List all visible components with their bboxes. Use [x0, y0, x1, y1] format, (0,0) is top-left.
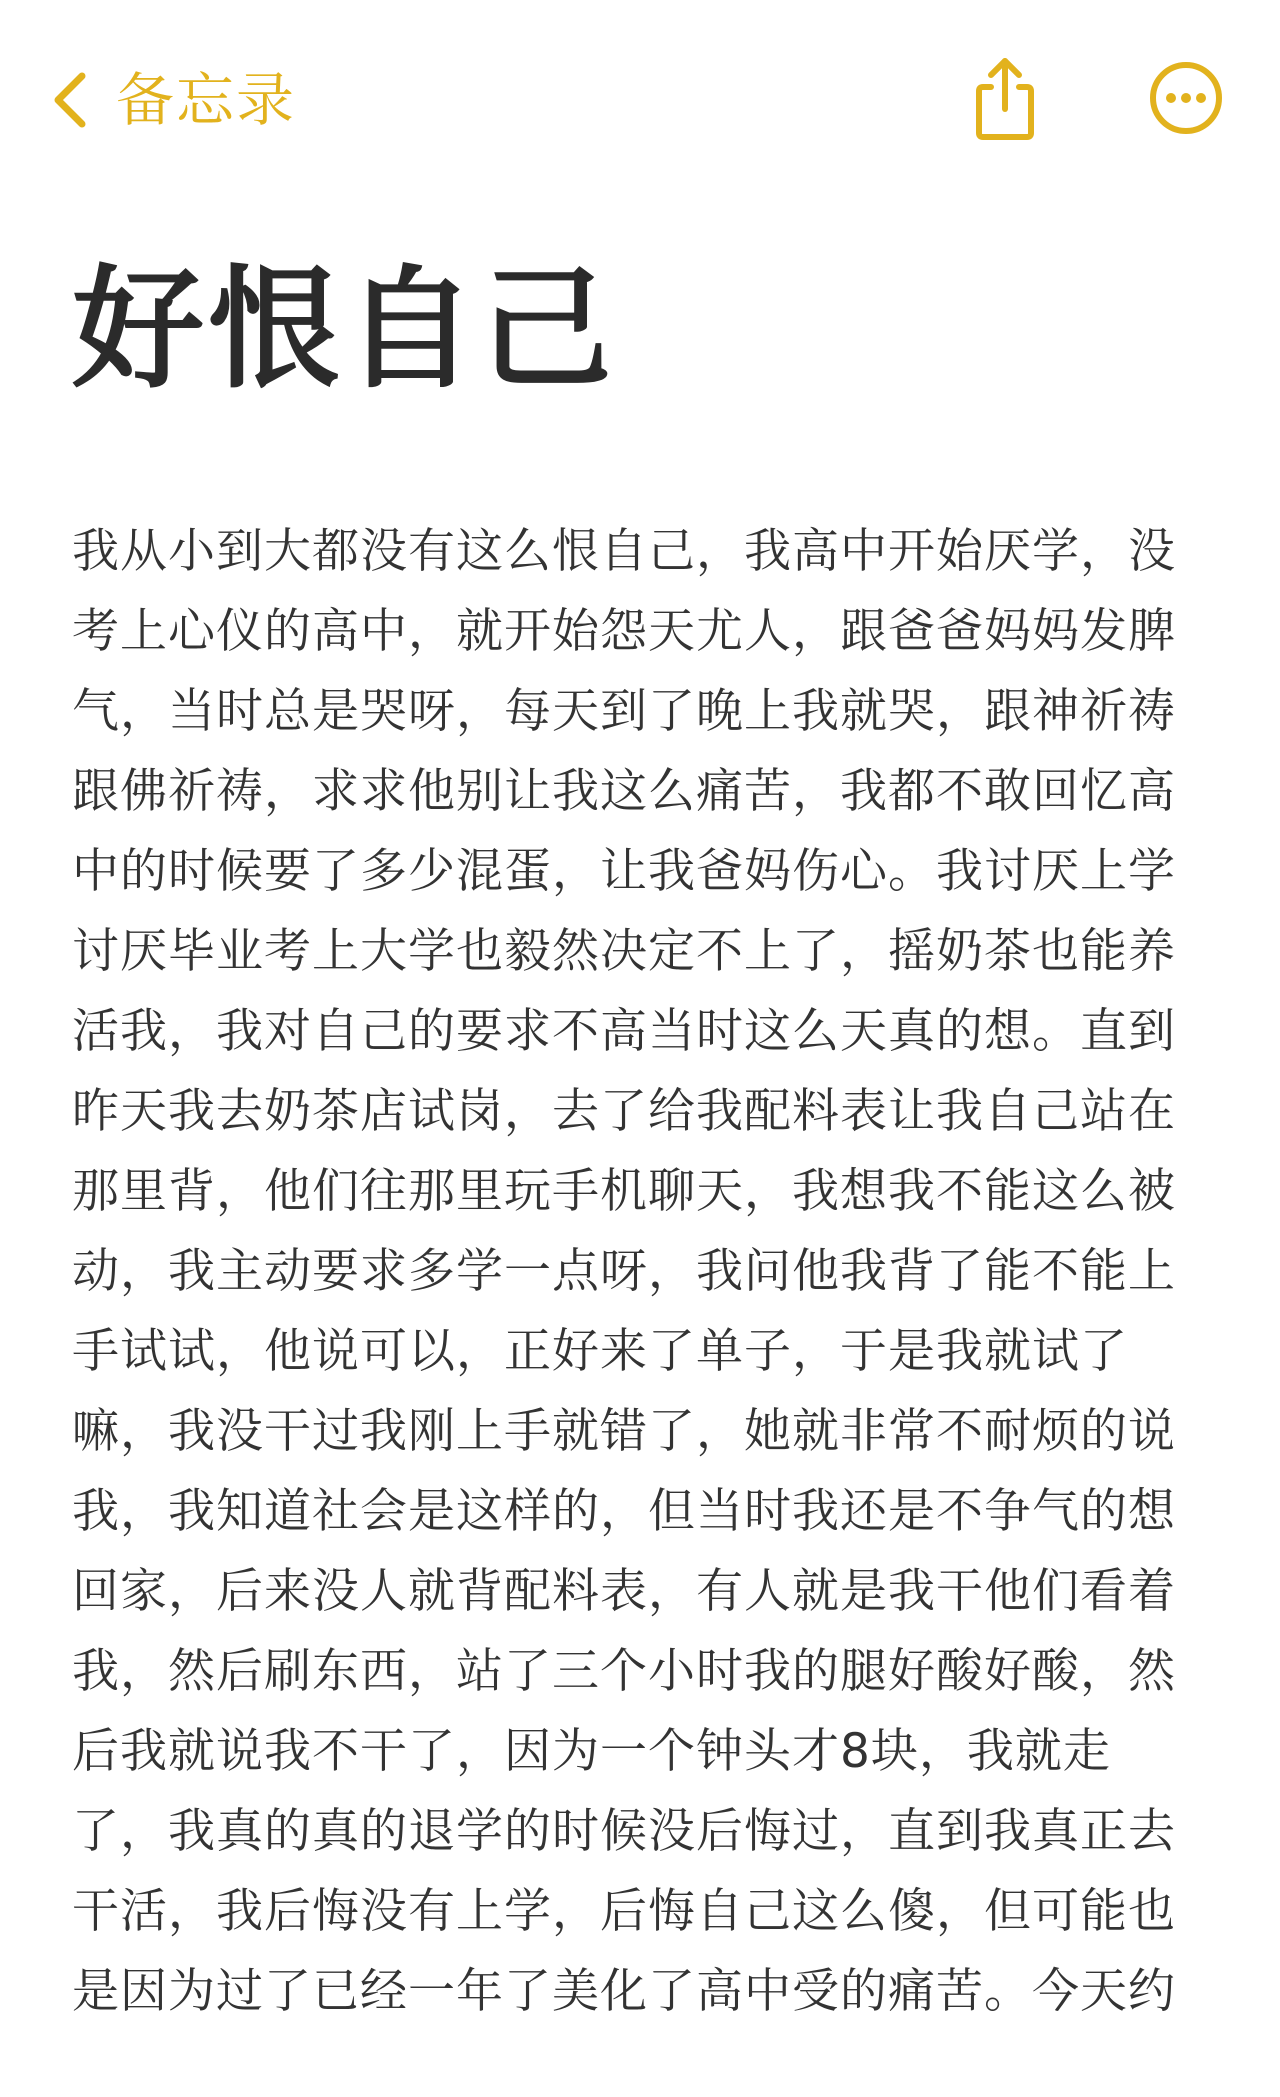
note-body-line: 昨天我去奶茶店试岗，去了给我配料表让我自己站在 — [72, 1084, 1176, 1139]
share-icon — [965, 53, 1045, 147]
note-body-line: 干活，我后悔没有上学，后悔自己这么傻，但可能也 — [72, 1884, 1176, 1939]
note-body[interactable] — [72, 512, 1208, 2032]
note-body-line: 考上心仪的高中，就开始怨天尤人，跟爸爸妈妈发脾 — [72, 604, 1176, 659]
note-body-line: 我从小到大都没有这么恨自己，我高中开始厌学，没 — [72, 524, 1176, 579]
note-body-line: 那里背，他们往那里玩手机聊天，我想我不能这么被 — [72, 1164, 1176, 1219]
note-body-line: 动，我主动要求多学一点呀，我问他我背了能不能上 — [72, 1244, 1176, 1299]
note-body-line: 了，我真的真的退学的时候没后悔过，直到我真正去 — [72, 1804, 1176, 1859]
note-body-line: 我，我知道社会是这样的，但当时我还是不争气的想 — [72, 1484, 1176, 1539]
more-button[interactable] — [1138, 52, 1234, 148]
back-label: 备忘录 — [116, 66, 297, 134]
chevron-left-icon — [50, 60, 98, 140]
note-title[interactable]: 好恨自己 — [72, 253, 616, 407]
back-button[interactable] — [50, 60, 296, 140]
note-body-line: 回家，后来没人就背配料表，有人就是我干他们看着 — [72, 1564, 1176, 1619]
note-body-line: 讨厌毕业考上大学也毅然决定不上了，摇奶茶也能养 — [72, 924, 1176, 979]
note-body-line: 后我就说我不干了，因为一个钟头才8块，我就走 — [72, 1724, 1111, 1779]
note-body-line: 嘛，我没干过我刚上手就错了，她就非常不耐烦的说 — [72, 1404, 1176, 1459]
note-body-line: 我，然后刷东西，站了三个小时我的腿好酸好酸，然 — [72, 1644, 1176, 1699]
share-button[interactable] — [957, 52, 1053, 148]
note-body-line: 气，当时总是哭呀，每天到了晚上我就哭，跟神祈祷 — [72, 684, 1176, 739]
note-body-line: 中的时候要了多少混蛋，让我爸妈伤心。我讨厌上学 — [72, 844, 1176, 899]
note-body-line: 手试试，他说可以，正好来了单子，于是我就试了 — [72, 1324, 1128, 1379]
note-body-line: 是因为过了已经一年了美化了高中受的痛苦。今天约 — [72, 1964, 1176, 2019]
more-icon — [1146, 58, 1226, 142]
note-body-line: 跟佛祈祷，求求他别让我这么痛苦，我都不敢回忆高 — [72, 764, 1176, 819]
note-body-line: 活我，我对自己的要求不高当时这么天真的想。直到 — [72, 1004, 1176, 1059]
navigation-bar — [0, 0, 1280, 200]
